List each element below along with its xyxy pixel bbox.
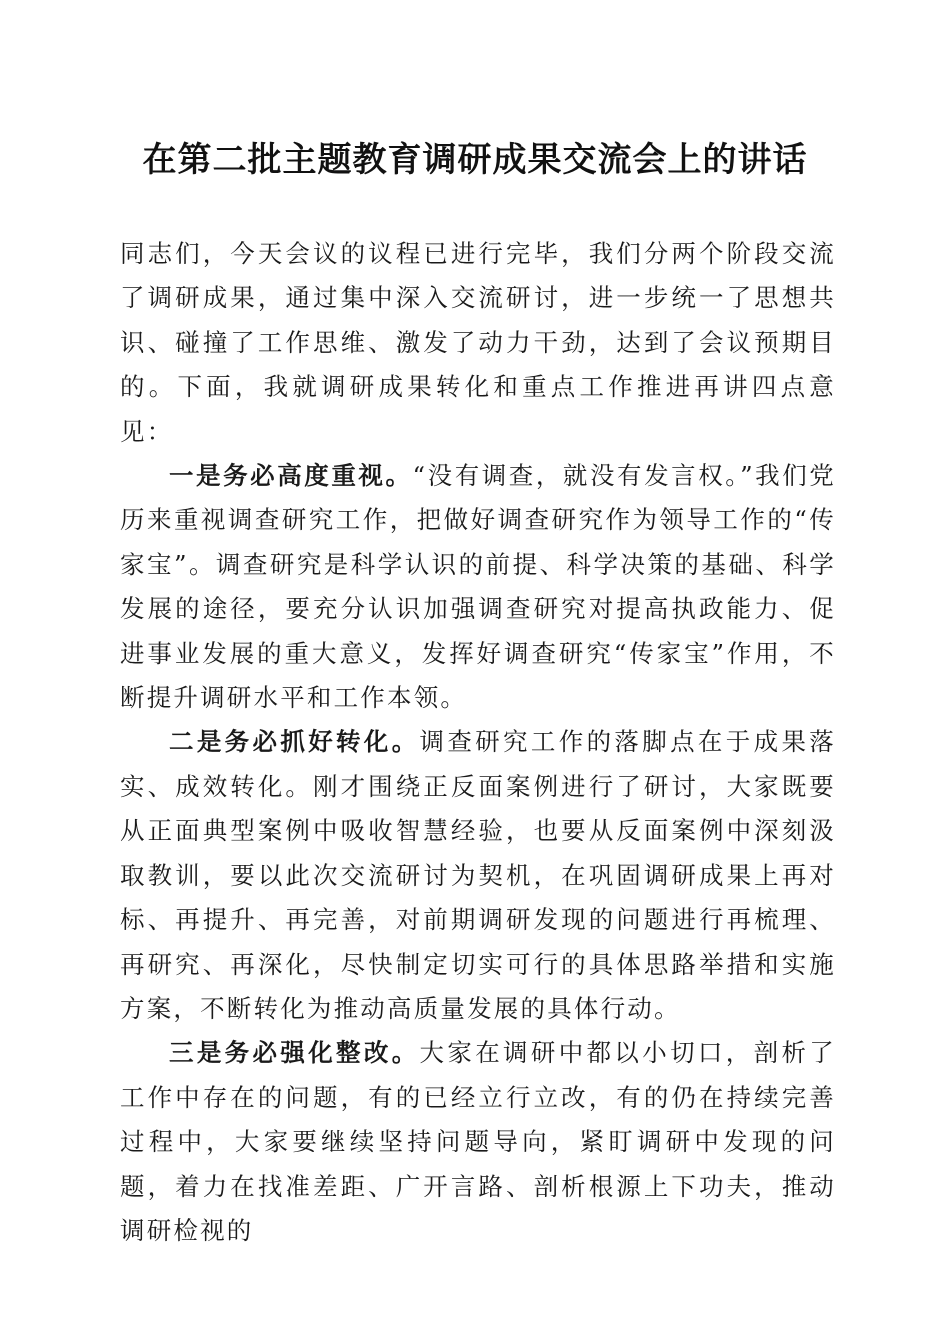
- section-lead-2: 二是务必抓好转化。: [169, 727, 420, 757]
- section-text-2: 调查研究工作的落脚点在于成果落实、成效转化。刚才围绕正反面案例进行了研讨，大家既要从正面典型案例中吸收智慧经验，也要从反面案例中深刻汲取教训，要以此次交流研讨为契机，在巩固调研成果上再对标、再提升、再完善，对前期调研发现的问题进行再梳理、再研究、再深化，尽快制定切实可行的具体思路举措和实施方案，不断转化为推动高质量发展的具体行动。: [120, 727, 836, 1023]
- section-paragraph-3: [120, 1031, 836, 1253]
- page-title: 在第二批主题教育调研成果交流会上的讲话: [142, 140, 808, 180]
- section-lead-1: 一是务必高度重视。: [169, 461, 413, 491]
- document-body: [120, 232, 836, 1253]
- section-paragraph-1: [120, 454, 836, 720]
- section-text-3: 大家在调研中都以小切口，剖析了工作中存在的问题，有的已经立行立改，有的仍在持续完善过程中，大家要继续坚持问题导向，紧盯调研中发现的问题，着力在找准差距、广开言路、剖析根源上下功夫，推动调研检视的: [120, 1038, 836, 1245]
- section-paragraph-2: [120, 720, 836, 1031]
- section-lead-3: 三是务必强化整改。: [169, 1038, 420, 1068]
- intro-paragraph: 同志们，今天会议的议程已进行完毕，我们分两个阶段交流了调研成果，通过集中深入交流研讨，进一步统一了思想共识、碰撞了工作思维、激发了动力干劲，达到了会议预期目的。下面，我就调研成果转化和重点工作推进再讲四点意见：: [120, 239, 836, 446]
- section-text-1: “没有调查，就没有发言权。”我们党历来重视调查研究工作，把做好调查研究作为领导工作的“传家宝”。调查研究是科学认识的前提、科学决策的基础、科学发展的途径，要充分认识加强调查研究对提高执政能力、促进事业发展的重大意义，发挥好调查研究“传家宝”作用，不断提升调研水平和工作本领。: [120, 461, 836, 713]
